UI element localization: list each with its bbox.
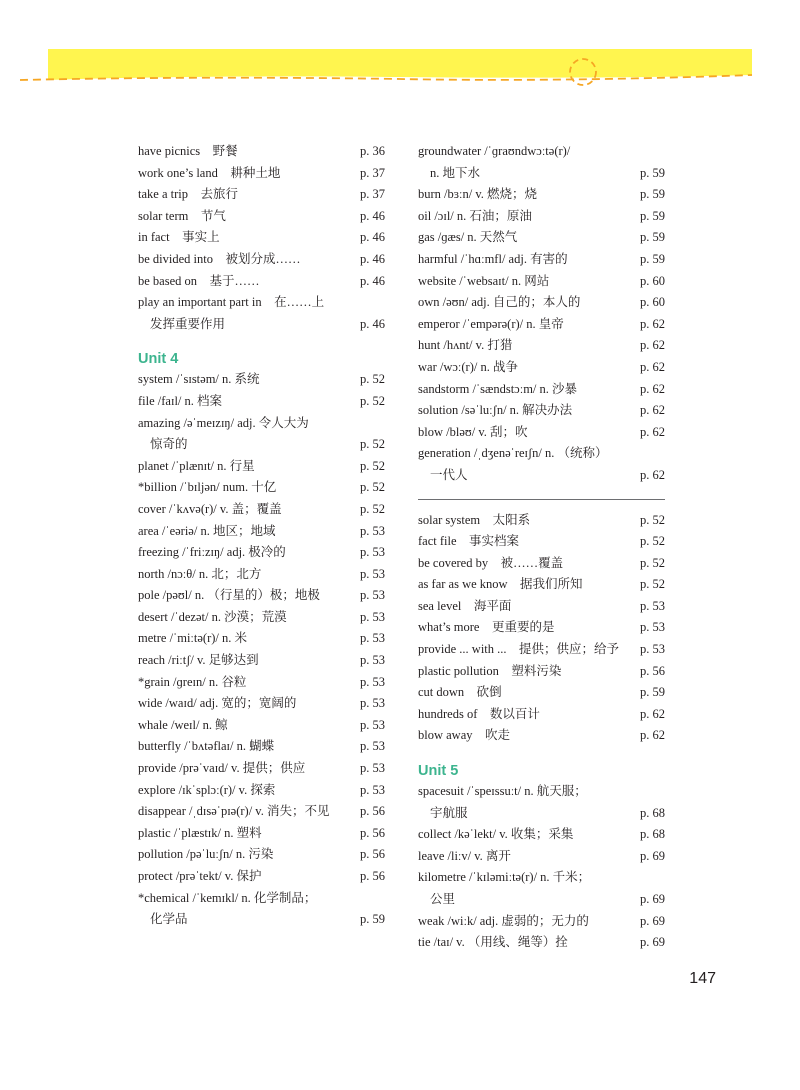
entry-text: *chemical /ˈkemɪkl/ n. 化学制品； (138, 890, 317, 905)
entry-text: freezing /ˈfriːzɪŋ/ adj. 极冷的 (138, 545, 286, 560)
entry-page-ref: p. 37 (360, 165, 385, 180)
entry-page-ref: p. 46 (360, 273, 385, 288)
vocab-entry (418, 206, 665, 228)
vocab-entry (138, 844, 385, 866)
vocab-entry (418, 574, 665, 596)
entry-text: wide /waɪd/ adj. 宽的；宽阔的 (138, 696, 297, 711)
entry-text: take a trip 去旅行 (138, 187, 238, 202)
entry-text: tie /taɪ/ v. （用线、绳等）拴 (418, 935, 568, 950)
entry-text: leave /liːv/ v. 离开 (418, 848, 511, 863)
entry-page-ref: p. 62 (640, 403, 665, 418)
page-number: 147 (689, 970, 716, 987)
entry-text: burn /bɜːn/ v. 燃烧；烧 (418, 187, 538, 202)
entry-page-ref: p. 53 (360, 674, 385, 689)
entry-page-ref: p. 53 (360, 566, 385, 581)
entry-text: cover /ˈkʌvə(r)/ v. 盖；覆盖 (138, 501, 282, 516)
entry-text: system /ˈsɪstəm/ n. 系统 (138, 372, 260, 387)
entry-text: in fact 事实上 (138, 230, 220, 245)
vocab-entry (418, 846, 665, 868)
entry-page-ref: p. 62 (640, 338, 665, 353)
entry-page-ref: p. 52 (640, 534, 665, 549)
vocab-entry (418, 553, 665, 575)
right-column (418, 141, 665, 954)
entry-page-ref: p. 53 (640, 598, 665, 613)
entry-page-ref: p. 59 (640, 187, 665, 202)
unit-5-word-list (418, 781, 665, 954)
vocab-entry (418, 314, 665, 336)
entry-text: amazing /əˈmeɪzɪŋ/ adj. 令人大为 (138, 415, 309, 430)
vocab-entry (138, 249, 385, 271)
vocab-entry (418, 932, 665, 954)
vocab-entry (138, 521, 385, 543)
vocab-entry (418, 249, 665, 271)
vocab-entry (138, 909, 385, 931)
entry-page-ref: p. 52 (360, 501, 385, 516)
entry-page-ref: p. 56 (360, 847, 385, 862)
entry-text: solar system 太阳系 (418, 512, 531, 527)
entry-text: blow /bləʊ/ v. 刮；吹 (418, 424, 528, 439)
entry-page-ref: p. 59 (640, 230, 665, 245)
entry-text: 宇航服 (430, 805, 468, 820)
unit-4-word-list (138, 369, 385, 930)
vocab-entry (138, 141, 385, 163)
entry-text: kilometre /ˈkɪləmiːtə(r)/ n. 千米； (418, 870, 591, 885)
vocab-entry (138, 413, 385, 435)
entry-text: groundwater /ˈɡraʊndwɔːtə(r)/ (418, 144, 571, 158)
vocab-entry (418, 867, 665, 889)
entry-page-ref: p. 52 (640, 577, 665, 592)
vocab-entry (138, 585, 385, 607)
vocab-entry (418, 422, 665, 444)
entry-text: protect /prəˈtekt/ v. 保护 (138, 869, 262, 883)
entry-text: sandstorm /ˈsændstɔːm/ n. 沙暴 (418, 381, 578, 396)
entry-text: provide /prəˈvaɪd/ v. 提供；供应 (138, 761, 306, 776)
entry-page-ref: p. 59 (360, 912, 385, 927)
entry-page-ref: p. 59 (640, 208, 665, 223)
entry-text: 惊奇的 (150, 437, 188, 452)
vocab-entry (418, 889, 665, 911)
entry-page-ref: p. 56 (640, 663, 665, 678)
vocab-entry (138, 650, 385, 672)
entry-page-ref: p. 69 (640, 892, 665, 906)
vocab-entry (418, 271, 665, 293)
vocab-entry (418, 725, 665, 747)
entry-page-ref: p. 60 (640, 273, 665, 288)
top-banner (0, 0, 800, 112)
entry-text: explore /ɪkˈsplɔː(r)/ v. 探索 (138, 782, 276, 797)
entry-text: n. 地下水 (430, 165, 481, 180)
left-phrase-list (138, 141, 385, 335)
entry-text: *grain /ɡreɪn/ n. 谷粒 (138, 674, 247, 689)
entry-page-ref: p. 68 (640, 805, 665, 820)
right-word-list (418, 141, 665, 487)
entry-text: *billion /ˈbɪljən/ num. 十亿 (138, 480, 277, 495)
entry-page-ref: p. 59 (640, 251, 665, 266)
entry-text: website /ˈwebsaɪt/ n. 网站 (418, 273, 550, 288)
entry-text: 一代人 (430, 467, 468, 482)
entry-text: provide ... with ... 提供；供应；给予 (418, 642, 620, 657)
vocab-entry (138, 628, 385, 650)
entry-text: whale /weɪl/ n. 鲸 (138, 717, 228, 732)
yellow-banner-band (48, 49, 752, 80)
vocab-entry (418, 911, 665, 933)
entry-page-ref: p. 37 (360, 187, 385, 202)
vocab-entry (138, 866, 385, 888)
vocab-entry (138, 736, 385, 758)
section-divider (418, 499, 665, 500)
entry-page-ref: p. 53 (640, 642, 665, 657)
entry-page-ref: p. 46 (360, 251, 385, 266)
entry-text: solution /səˈluːʃn/ n. 解决办法 (418, 403, 573, 418)
vocab-entry (138, 542, 385, 564)
entry-text: pollution /pəˈluːʃn/ n. 污染 (138, 847, 274, 862)
entry-text: war /wɔː(r)/ n. 战争 (418, 359, 518, 374)
entry-page-ref: p. 62 (640, 316, 665, 331)
entry-text: work one’s land 耕种土地 (138, 165, 281, 180)
vocab-entry (418, 227, 665, 249)
entry-page-ref: p. 52 (640, 555, 665, 570)
vocab-entry (418, 379, 665, 401)
entry-text: reach /riːtʃ/ v. 足够达到 (138, 653, 259, 668)
vocab-entry (138, 672, 385, 694)
vocab-entry (138, 163, 385, 185)
entry-page-ref: p. 46 (360, 230, 385, 245)
entry-text: butterfly /ˈbʌtəflaɪ/ n. 蝴蝶 (138, 739, 275, 754)
entry-page-ref: p. 53 (360, 588, 385, 603)
entry-page-ref: p. 53 (360, 545, 385, 560)
vocab-entry (138, 477, 385, 499)
entry-page-ref: p. 53 (360, 653, 385, 668)
vocab-entry (138, 391, 385, 413)
entry-page-ref: p. 62 (640, 706, 665, 721)
entry-text: own /əʊn/ adj. 自己的；本人的 (418, 295, 581, 310)
entry-page-ref: p. 52 (360, 437, 385, 452)
vocab-entry (138, 369, 385, 391)
entry-page-ref: p. 56 (360, 804, 385, 819)
vocab-entry (138, 715, 385, 737)
entry-text: plastic /ˈplæstɪk/ n. 塑料 (138, 825, 262, 840)
unit-4-heading: Unit 4 (138, 351, 179, 368)
entry-text: 发挥重要作用 (150, 316, 226, 331)
entry-page-ref: p. 53 (360, 631, 385, 646)
entry-page-ref: p. 68 (640, 827, 665, 842)
entry-page-ref: p. 53 (640, 620, 665, 635)
vocab-entry (418, 292, 665, 314)
entry-text: spacesuit /ˈspeɪssuːt/ n. 航天服； (418, 784, 587, 799)
entry-page-ref: p. 52 (360, 480, 385, 495)
vocab-entry (138, 271, 385, 293)
vocab-entry (138, 564, 385, 586)
entry-text: oil /ɔɪl/ n. 石油；原油 (418, 208, 532, 223)
vocab-entry (138, 456, 385, 478)
vocab-entry (138, 499, 385, 521)
entry-text: gas /ɡæs/ n. 天然气 (418, 230, 518, 245)
entry-page-ref: p. 53 (360, 739, 385, 754)
entry-text: blow away 吹走 (418, 728, 510, 743)
entry-page-ref: p. 52 (360, 372, 385, 387)
entry-page-ref: p. 53 (360, 609, 385, 624)
entry-text: generation /ˌdʒenəˈreɪʃn/ n. （统称） (418, 446, 608, 461)
entry-page-ref: p. 60 (640, 295, 665, 310)
entry-text: collect /kəˈlekt/ v. 收集；采集 (418, 827, 574, 842)
vocab-entry (418, 141, 665, 163)
entry-page-ref: p. 52 (360, 393, 385, 408)
entry-text: pole /pəʊl/ n. （行星的）极；地极 (138, 588, 320, 603)
vocab-entry (138, 693, 385, 715)
vocab-entry (418, 661, 665, 683)
vocab-entry (138, 758, 385, 780)
entry-text: emperor /ˈempərə(r)/ n. 皇帝 (418, 316, 564, 331)
entry-text: be divided into 被划分成…… (138, 251, 301, 266)
vocab-entry (418, 510, 665, 532)
entry-text: north /nɔːθ/ n. 北；北方 (138, 566, 262, 581)
vocab-entry (418, 163, 665, 185)
vocab-entry (418, 682, 665, 704)
entry-page-ref: p. 36 (360, 144, 385, 158)
vocab-entry (418, 824, 665, 846)
entry-page-ref: p. 53 (360, 717, 385, 732)
entry-page-ref: p. 62 (640, 467, 665, 482)
vocab-entry (138, 823, 385, 845)
vocab-entry (138, 801, 385, 823)
entry-text: fact file 事实档案 (418, 534, 520, 549)
right-phrase-list (418, 510, 665, 748)
entry-text: 化学品 (150, 912, 188, 927)
entry-page-ref: p. 52 (360, 458, 385, 473)
vocab-entry (418, 335, 665, 357)
left-column (138, 141, 385, 931)
entry-text: metre /ˈmiːtə(r)/ n. 米 (138, 631, 247, 646)
vocab-entry (138, 314, 385, 336)
vocab-entry (138, 184, 385, 206)
vocab-entry (138, 434, 385, 456)
entry-page-ref: p. 69 (640, 848, 665, 863)
entry-page-ref: p. 69 (640, 913, 665, 928)
vocab-entry (418, 704, 665, 726)
entry-text: weak /wiːk/ adj. 虚弱的；无力的 (418, 913, 589, 928)
entry-text: area /ˈeəriə/ n. 地区；地域 (138, 523, 276, 538)
vocab-entry (138, 888, 385, 910)
vocab-entry (418, 639, 665, 661)
vocab-entry (418, 781, 665, 803)
entry-page-ref: p. 62 (640, 359, 665, 374)
entry-page-ref: p. 62 (640, 424, 665, 439)
vocab-entry (418, 357, 665, 379)
entry-page-ref: p. 52 (640, 512, 665, 527)
vocab-entry (418, 400, 665, 422)
entry-page-ref: p. 46 (360, 208, 385, 223)
entry-page-ref: p. 59 (640, 685, 665, 700)
entry-text: disappear /ˌdɪsəˈpɪə(r)/ v. 消失；不见 (138, 804, 330, 819)
entry-text: planet /ˈplænɪt/ n. 行星 (138, 458, 255, 473)
vocab-entry (418, 803, 665, 825)
entry-page-ref: p. 56 (360, 825, 385, 840)
vocab-entry (418, 184, 665, 206)
vocab-entry (418, 443, 665, 465)
entry-page-ref: p. 56 (360, 869, 385, 883)
entry-text: harmful /ˈhɑːmfl/ adj. 有害的 (418, 251, 568, 266)
entry-text: have picnics 野餐 (138, 144, 238, 158)
entry-page-ref: p. 62 (640, 728, 665, 743)
entry-page-ref: p. 53 (360, 782, 385, 797)
entry-page-ref: p. 46 (360, 316, 385, 331)
vocab-entry (138, 206, 385, 228)
entry-page-ref: p. 53 (360, 523, 385, 538)
entry-text: play an important part in 在……上 (138, 295, 325, 310)
unit-5-heading: Unit 5 (418, 763, 459, 780)
entry-text: hunt /hʌnt/ v. 打猎 (418, 338, 513, 353)
vocab-entry (138, 227, 385, 249)
vocab-entry (138, 292, 385, 314)
entry-text: 公里 (430, 892, 456, 906)
vocab-entry (418, 596, 665, 618)
entry-text: cut down 砍倒 (418, 685, 502, 700)
entry-page-ref: p. 53 (360, 696, 385, 711)
entry-text: hundreds of 数以百计 (418, 706, 540, 721)
entry-text: be covered by 被……覆盖 (418, 555, 564, 570)
entry-page-ref: p. 62 (640, 381, 665, 396)
vocab-entry (138, 780, 385, 802)
entry-text: file /faɪl/ n. 档案 (138, 393, 223, 408)
vocab-entry (418, 465, 665, 487)
vocab-entry (418, 531, 665, 553)
entry-page-ref: p. 59 (640, 165, 665, 180)
vocab-entry (138, 607, 385, 629)
entry-text: solar term 节气 (138, 208, 226, 223)
entry-text: plastic pollution 塑料污染 (418, 663, 562, 678)
entry-page-ref: p. 53 (360, 761, 385, 776)
entry-text: as far as we know 据我们所知 (418, 577, 583, 592)
entry-text: what’s more 更重要的是 (418, 620, 555, 635)
entry-page-ref: p. 69 (640, 935, 665, 950)
entry-text: desert /ˈdezət/ n. 沙漠；荒漠 (138, 609, 287, 624)
entry-text: sea level 海平面 (418, 598, 512, 613)
vocab-entry (418, 617, 665, 639)
entry-text: be based on 基于…… (138, 273, 260, 288)
